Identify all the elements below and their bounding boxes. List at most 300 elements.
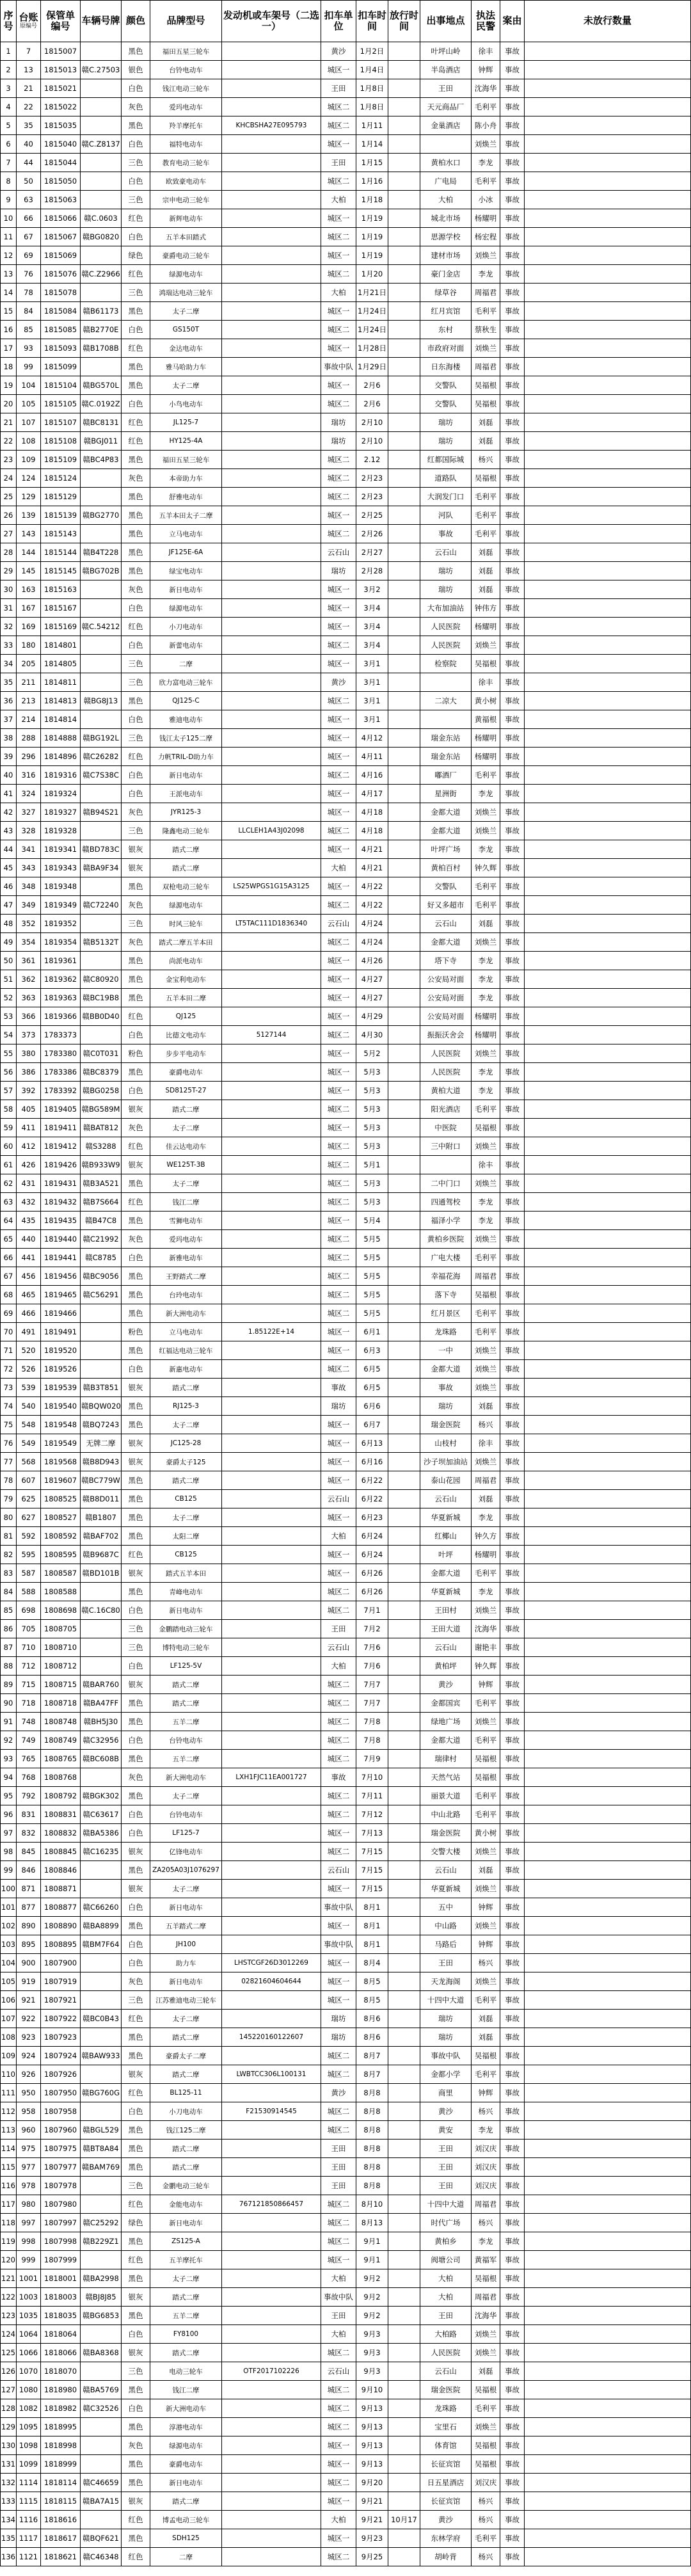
cell-color: 红色 [122,2010,150,2028]
cell-model: 电动三轮车 [150,2362,222,2381]
cell-count [525,2177,691,2195]
cell-officer: 刘焕兰 [472,636,500,655]
cell-officer: 沈海华 [472,1620,500,1638]
cell-officer: 钟辉 [472,1676,500,1694]
cell-case: 事故 [500,1787,525,1805]
cell-engine [222,1471,321,1490]
cell-officer: 钟伟方 [472,599,500,618]
cell-ledger: 465 [17,1286,41,1304]
cell-model: 踏式二摩 [150,2492,222,2511]
cell-date: 3月1 [356,710,388,729]
cell-case: 事故 [500,1230,525,1249]
cell-engine [222,1731,321,1750]
cell-seq: 16 [1,321,17,339]
cell-release [388,1843,420,1861]
cell-engine [222,2418,321,2436]
cell-ledger: 63 [17,191,41,209]
cell-count [525,116,691,135]
cell-seq: 51 [1,970,17,989]
cell-plate: 赣C0T031 [81,1044,122,1063]
cell-unit: 城区二 [321,116,356,135]
cell-count [525,2084,691,2102]
cell-ledger: 440 [17,1230,41,1249]
table-row [1,1137,691,1156]
cell-plate: 赣BAT812 [81,1119,122,1137]
cell-officer: 吴福根 [472,1286,500,1304]
cell-color: 黑色 [122,2381,150,2399]
cell-place: 叶坪 [420,1546,472,1564]
cell-place: 东林学府 [420,2529,472,2548]
cell-count [525,1843,691,1861]
cell-plate: 赣C21992 [81,1230,122,1249]
cell-case: 事故 [500,1564,525,1583]
table-row [1,1731,691,1750]
cell-unit: 城区一 [321,1954,356,1972]
cell-officer: 毛利平 [472,2399,500,2418]
cell-date: 9月25 [356,2548,388,2566]
cell-count [525,748,691,766]
cell-count [525,1063,691,1082]
cell-policy: 1807923 [41,2028,81,2047]
cell-model: 太子二摩 [150,2010,222,2028]
cell-date: 7月12 [356,1805,388,1824]
cell-ledger: 710 [17,1638,41,1657]
cell-color: 灰色 [122,896,150,915]
cell-plate: 赣B9687C [81,1546,122,1564]
cell-policy: 1815035 [41,116,81,135]
cell-date: 9月2 [356,2288,388,2307]
cell-release [388,2195,420,2214]
cell-release [388,2307,420,2325]
cell-release [388,228,420,246]
cell-date: 3月1 [356,655,388,673]
cell-officer: 毛利平 [472,877,500,896]
cell-model: 太子二摩 [150,1880,222,1898]
cell-model: 王野踏式二摩 [150,1267,222,1286]
cell-model: 尚派电动车 [150,952,222,970]
cell-release [388,2436,420,2455]
table-row [1,2010,691,2028]
cell-model: HY125-4A [150,432,222,451]
cell-ledger: 205 [17,655,41,673]
cell-date: 1月28日 [356,339,388,358]
cell-place: 好又多超市 [420,896,472,915]
cell-color: 白色 [122,1026,150,1044]
cell-release [388,1267,420,1286]
cell-count [525,2214,691,2232]
cell-count [525,2251,691,2269]
cell-release [388,618,420,636]
cell-model: 欧致豪电动车 [150,172,222,191]
cell-officer: 杨宏程 [472,228,500,246]
table-row [1,2269,691,2288]
cell-release [388,1379,420,1397]
cell-count [525,246,691,265]
cell-unit: 城区一 [321,803,356,822]
cell-place: 人民医院 [420,618,472,636]
cell-model: 踏式二摩 [150,2344,222,2362]
cell-color: 红色 [122,413,150,432]
cell-model: 比德文电动车 [150,1026,222,1044]
cell-engine [222,2399,321,2418]
table-row [1,2492,691,2511]
cell-policy: 1808718 [41,1694,81,1713]
cell-officer: 吴福根 [472,2047,500,2065]
cell-ledger: 67 [17,228,41,246]
cell-unit: 城区一 [321,1972,356,1991]
cell-place: 大润发门口 [420,488,472,506]
cell-place: 中山路 [420,1917,472,1935]
cell-unit: 城区二 [321,2474,356,2492]
cell-policy: 1807977 [41,2158,81,2177]
cell-ledger: 144 [17,543,41,562]
cell-unit: 城区一 [321,1564,356,1583]
cell-engine [222,1341,321,1360]
table-row [1,79,691,98]
cell-place: 叶坪山岭 [420,42,472,61]
table-row [1,1360,691,1379]
cell-plate: 赣BC0B43 [81,2010,122,2028]
cell-case: 事故 [500,1212,525,1230]
cell-ledger: 84 [17,302,41,321]
cell-engine [222,1787,321,1805]
cell-release [388,2529,420,2548]
cell-unit: 城区二 [321,1750,356,1768]
cell-model: 福田五星三轮车 [150,451,222,469]
cell-policy: 1783386 [41,1063,81,1082]
cell-seq: 82 [1,1546,17,1564]
cell-officer: 刘焕兰 [472,2344,500,2362]
header-count: 未放行数量 [525,1,691,42]
cell-ledger: 392 [17,1082,41,1100]
cell-ledger: 1003 [17,2288,41,2307]
cell-policy: 1808768 [41,1768,81,1787]
cell-color: 绿色 [122,246,150,265]
cell-seq: 118 [1,2214,17,2232]
cell-plate [81,1972,122,1991]
cell-policy: 1815013 [41,61,81,79]
cell-unit: 城区二 [321,766,356,785]
cell-date: 4月21 [356,859,388,877]
cell-ledger: 997 [17,2214,41,2232]
cell-policy: 1815108 [41,432,81,451]
header-date: 扣车时间 [356,1,388,42]
cell-release [388,1323,420,1341]
cell-release [388,1972,420,1991]
cell-date: 6月7 [356,1416,388,1434]
cell-color: 白色 [122,1935,150,1954]
cell-release [388,1564,420,1583]
cell-model: 江苏雅迪电动三轮车 [150,1991,222,2010]
cell-plate [81,785,122,803]
cell-unit: 城区二 [321,2548,356,2566]
cell-release [388,525,420,543]
cell-officer: 杨耀明 [472,729,500,748]
cell-model: 佳云达电动车 [150,1137,222,1156]
cell-engine [222,1805,321,1824]
cell-plate: 赣C80920 [81,970,122,989]
cell-place: 四通驾校 [420,1193,472,1212]
cell-color: 黑色 [122,1787,150,1805]
cell-count [525,1657,691,1676]
cell-count [525,580,691,599]
cell-officer: 毛利平 [472,1805,500,1824]
cell-model: 雅马哈助力车 [150,358,222,376]
cell-place: 十四中大道 [420,2195,472,2214]
cell-place: 思源学校 [420,228,472,246]
table-row [1,1620,691,1638]
cell-policy: 1808895 [41,1935,81,1954]
cell-unit: 王田 [321,1620,356,1638]
cell-engine [222,1638,321,1657]
cell-color: 三色 [122,729,150,748]
cell-officer: 刘磊 [472,432,500,451]
cell-officer: 沈海华 [472,2307,500,2325]
cell-count [525,1861,691,1880]
cell-unit: 城区二 [321,172,356,191]
cell-unit: 城区一 [321,1082,356,1100]
cell-color: 黑色 [122,1471,150,1490]
cell-count [525,1379,691,1397]
cell-ledger: 924 [17,2047,41,2065]
cell-engine: LLCLEH1A43J02098 [222,822,321,840]
cell-case: 事故 [500,2529,525,2548]
cell-ledger: 712 [17,1657,41,1676]
cell-count [525,1323,691,1341]
cell-ledger: 380 [17,1044,41,1063]
cell-case: 事故 [500,655,525,673]
cell-policy: 1814888 [41,729,81,748]
cell-count [525,2344,691,2362]
table-row [1,636,691,655]
cell-unit: 城区一 [321,655,356,673]
cell-plate: 赣BG2770 [81,506,122,525]
cell-model: 绿源电动车 [150,265,222,284]
cell-release [388,1360,420,1379]
cell-case: 事故 [500,1341,525,1360]
cell-date: 8月7 [356,2065,388,2084]
cell-count [525,432,691,451]
table-row [1,1805,691,1824]
cell-color: 三色 [122,915,150,933]
cell-officer: 刘焕兰 [472,1713,500,1731]
cell-place: 瑞坊 [420,1397,472,1416]
cell-ledger: 104 [17,376,41,395]
cell-engine [222,1379,321,1397]
cell-color: 三色 [122,673,150,692]
cell-count [525,2158,691,2177]
cell-engine: LXH1FJC11EA001727 [222,1768,321,1787]
cell-model: JC125-28 [150,1434,222,1453]
cell-place: 城北市场 [420,209,472,228]
table-row [1,2102,691,2121]
cell-plate: 赣BG6853 [81,2307,122,2325]
cell-ledger: 831 [17,1805,41,1824]
cell-engine [222,61,321,79]
cell-release [388,358,420,376]
cell-date: 4月27 [356,970,388,989]
cell-color: 黑色 [122,1267,150,1286]
cell-date: 4月21 [356,840,388,859]
cell-model: 台玲电动车 [150,1286,222,1304]
cell-model: 踏式二摩 [150,1100,222,1119]
cell-plate: 赣C8785 [81,1249,122,1267]
cell-date: 8月7 [356,2047,388,2065]
cell-color: 黑色 [122,2121,150,2140]
cell-date: 6月1 [356,1323,388,1341]
cell-count [525,1824,691,1843]
cell-model: 五羊二摩 [150,1750,222,1768]
cell-policy: 1807950 [41,2084,81,2102]
cell-count [525,1082,691,1100]
cell-color: 红色 [122,209,150,228]
cell-officer: 刘焕兰 [472,135,500,154]
cell-seq: 34 [1,655,17,673]
cell-plate: 赣C.54212 [81,618,122,636]
cell-date: 3月4 [356,636,388,655]
cell-officer: 刘焕兰 [472,1917,500,1935]
cell-seq: 31 [1,599,17,618]
table-row [1,877,691,896]
cell-date: 8月5 [356,1972,388,1991]
cell-engine [222,580,321,599]
cell-ledger: 526 [17,1360,41,1379]
table-row [1,2121,691,2140]
cell-case: 事故 [500,1768,525,1787]
cell-release [388,655,420,673]
cell-seq: 108 [1,2028,17,2047]
cell-policy: 1819361 [41,952,81,970]
cell-count [525,1267,691,1286]
cell-plate: 赣BB0D40 [81,1007,122,1026]
table-row [1,2474,691,2492]
cell-engine: LHSTCGF26D3012269 [222,1954,321,1972]
cell-ledger: 108 [17,432,41,451]
cell-ledger: 456 [17,1267,41,1286]
cell-date: 9月1 [356,2251,388,2269]
cell-ledger: 412 [17,1137,41,1156]
table-row [1,1768,691,1787]
cell-color: 灰色 [122,1972,150,1991]
cell-ledger: 328 [17,822,41,840]
cell-seq: 58 [1,1100,17,1119]
cell-place: 云石山 [420,1861,472,1880]
cell-place: 王田 [420,2140,472,2158]
cell-date: 4月22 [356,877,388,896]
cell-count [525,1230,691,1249]
cell-unit: 城区二 [321,1267,356,1286]
cell-count [525,42,691,61]
cell-ledger: 877 [17,1898,41,1917]
cell-ledger: 44 [17,154,41,172]
cell-model: JL125-7 [150,413,222,432]
cell-seq: 15 [1,302,17,321]
cell-unit: 城区二 [321,488,356,506]
cell-date: 1月29日 [356,358,388,376]
cell-officer: 钟久方 [472,1527,500,1546]
cell-release [388,1397,420,1416]
cell-unit: 事故中队 [321,358,356,376]
cell-ledger: 607 [17,1471,41,1490]
cell-unit: 城区二 [321,2214,356,2232]
cell-place: 事故 [420,525,472,543]
cell-count [525,1434,691,1453]
cell-unit: 城区二 [321,2344,356,2362]
cell-officer: 杨兴 [472,2214,500,2232]
cell-place: 丽景大道 [420,1787,472,1805]
cell-officer: 刘焕兰 [472,246,500,265]
cell-release [388,1880,420,1898]
cell-officer: 吴福根 [472,655,500,673]
cell-officer: 李龙 [472,265,500,284]
cell-model: 隆鑫电动三轮车 [150,822,222,840]
cell-officer: 刘磊 [472,580,500,599]
cell-plate: 赣C.Z8137 [81,135,122,154]
cell-policy: 1819362 [41,970,81,989]
cell-release [388,1676,420,1694]
cell-engine [222,896,321,915]
cell-release [388,1768,420,1787]
cell-policy: 1815044 [41,154,81,172]
cell-count [525,2028,691,2047]
cell-engine: F21530914545 [222,2102,321,2121]
cell-policy: 1783380 [41,1044,81,1063]
cell-ledger: 214 [17,710,41,729]
cell-date: 4月26 [356,952,388,970]
cell-place: 胡岭背 [420,2548,472,2566]
table-row [1,859,691,877]
cell-date: 5月3 [356,1137,388,1156]
cell-date: 6月23 [356,1508,388,1527]
cell-case: 事故 [500,228,525,246]
cell-unit: 城区一 [321,1341,356,1360]
table-row [1,1972,691,1991]
cell-case: 事故 [500,2121,525,2140]
cell-date: 7月7 [356,1694,388,1713]
cell-policy: 1807919 [41,1972,81,1991]
cell-plate [81,1304,122,1323]
cell-unit: 城区一 [321,618,356,636]
cell-unit: 城区二 [321,933,356,952]
cell-color: 白色 [122,1601,150,1620]
cell-model: 双枪电动三轮车 [150,877,222,896]
cell-place: 瑞坊 [420,2010,472,2028]
cell-release [388,599,420,618]
cell-date: 2.12 [356,451,388,469]
cell-case: 事故 [500,154,525,172]
cell-plate: 赣B3A521 [81,1174,122,1193]
cell-release [388,1026,420,1044]
cell-date: 7月11 [356,1787,388,1805]
cell-engine [222,321,321,339]
cell-policy: 1815093 [41,339,81,358]
cell-release [388,2325,420,2344]
cell-officer: 刘磊 [472,2010,500,2028]
cell-seq: 6 [1,135,17,154]
cell-policy: 1814801 [41,636,81,655]
cell-plate [81,2436,122,2455]
cell-policy: 1808831 [41,1805,81,1824]
cell-count [525,488,691,506]
cell-unit: 城区二 [321,1713,356,1731]
cell-count [525,61,691,79]
cell-seq: 46 [1,877,17,896]
cell-policy: 1819426 [41,1156,81,1174]
cell-place: 公安局对面 [420,970,472,989]
cell-ledger: 978 [17,2177,41,2195]
cell-color: 黑色 [122,2047,150,2065]
table-row [1,265,691,284]
